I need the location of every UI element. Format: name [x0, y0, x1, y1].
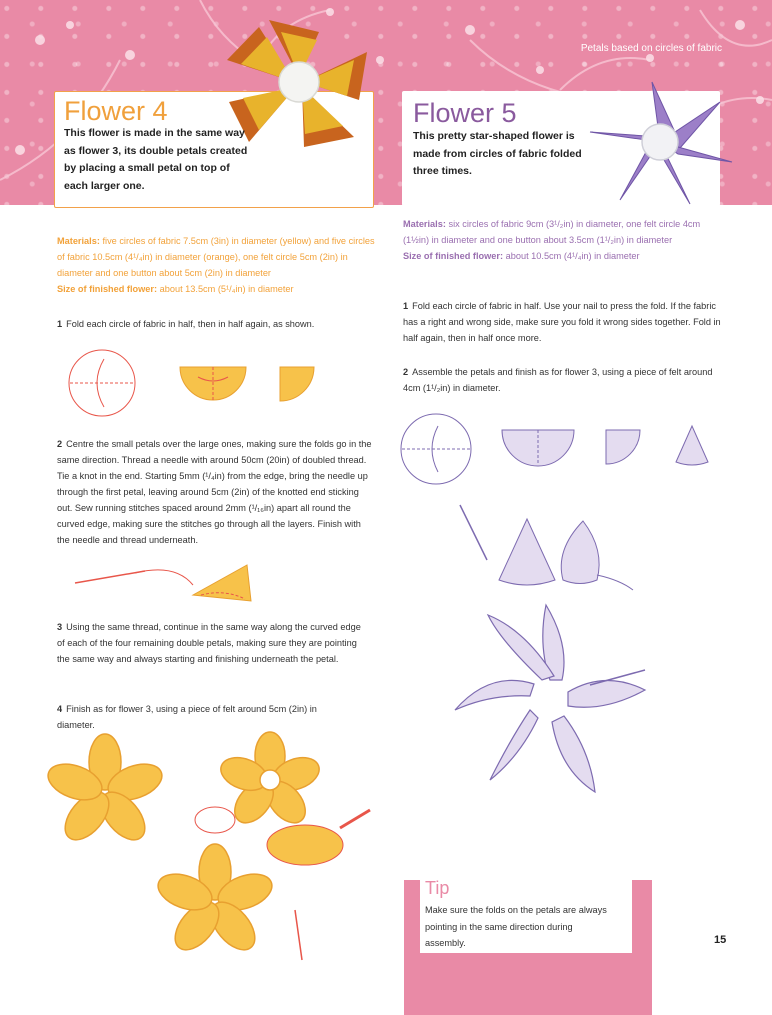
flower5-photo: [585, 80, 755, 210]
flower4-step-2: 2 Centre the small petals over the large ones, making sure the folds go in the same direction. Thread a needle with around 50cm (20in) of doubled thread. Tie a knot in the end. Starting 5mm (¹/₄in) from the edge, bring the needle up through the first petal, leaving around 5cm (2in) of the knotted end sticking out. Sew running stitches spaced around 2mm (¹/₁₆in) apart all round the curved edge, making sure the stitches go through all the layers. Finish with the needle and thread underneath.: [57, 439, 372, 545]
flower4-step-3: 3 Using the same thread, continue in the same way along the curved edge of each of the four remaining double petals, making sure they are pointing the same way and always starting and finishing underneath the petal.: [57, 622, 361, 664]
flower4-step-1: 1 Fold each circle of fabric in half, then in half again, as shown.: [57, 319, 315, 329]
materials-label: Materials:: [403, 219, 446, 229]
materials-text: six circles of fabric 9cm (3¹/₂in) in diameter, one felt circle 4cm (1½in) in diameter and one button about 3.5cm (1¹/₂in) in diameter: [403, 219, 701, 245]
flower5-intro: This pretty star-shaped flower is made from circles of fabric folded three times.: [413, 130, 582, 177]
flower5-title: Flower 5: [413, 98, 517, 128]
size-text: about 10.5cm (4¹/₄in) in diameter: [505, 251, 640, 261]
size-label: Size of finished flower:: [57, 284, 158, 294]
flower4-step-4: 4 Finish as for flower 3, using a piece of felt around 5cm (2in) in diameter.: [57, 704, 317, 730]
flower4-title: Flower 4: [64, 96, 168, 126]
flower5-stitch-diagram: [455, 505, 635, 600]
section-caption: Petals based on circles of fabric: [580, 43, 722, 54]
flower5-fold-diagram: [398, 412, 718, 487]
flower5-step-1: 1 Fold each circle of fabric in half. Use your nail to press the fold. If the fabric has a right and wrong side, make sure you fold it wrong sides together. Fold in half again, then in half once more.: [403, 301, 721, 343]
flower5-step-2: 2 Assemble the petals and finish as for flower 3, using a piece of felt around 4cm (1¹/₂in) in diameter.: [403, 367, 713, 393]
flower5-materials: [403, 216, 723, 264]
flower4-materials: [57, 233, 375, 297]
tip-title: Tip: [425, 878, 450, 898]
size-label: Size of finished flower:: [403, 251, 504, 261]
flower4-assembly-illustration: [40, 740, 390, 980]
size-text: about 13.5cm (5¹/₄in) in diameter: [159, 284, 294, 294]
flower4-stitch-diagram: [75, 555, 275, 610]
materials-label: Materials:: [57, 236, 100, 246]
flower4-fold-diagram: [60, 345, 325, 420]
flower4-intro: This flower is made in the same way as flower 3, its double petals created by placing a small petal on top of each larger one.: [64, 127, 248, 192]
flower5-assembly-illustration: [455, 600, 655, 800]
tip-text: Make sure the folds on the petals are always pointing in the same direction during assembly.: [425, 905, 607, 948]
page-number: 15: [714, 934, 727, 946]
materials-text: five circles of fabric 7.5cm (3in) in diameter (yellow) and five circles of fabric 10.5cm (4¹/₄in) in diameter (orange), one felt circle 5cm (2in) in diameter and one button about 5cm (2in) in diameter: [57, 236, 375, 278]
